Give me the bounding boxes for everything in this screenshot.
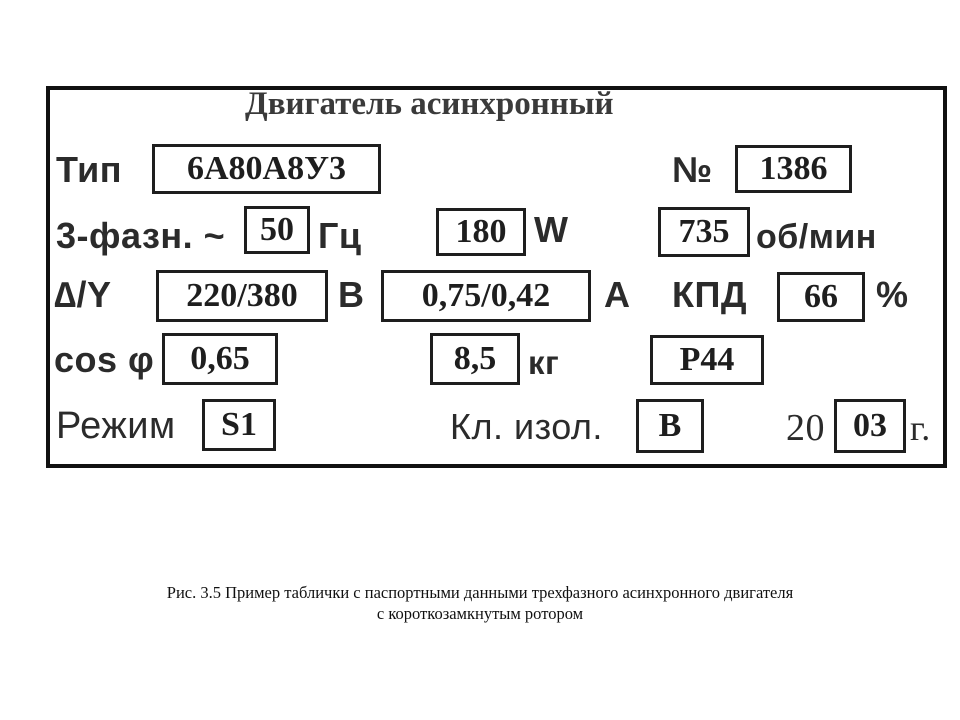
protection-value-box <box>650 335 764 385</box>
speed-value: 735 <box>678 213 730 250</box>
delta-star-label: ∆/Y <box>54 274 112 315</box>
plate-title: Двигатель асинхронный <box>245 86 614 122</box>
speed-value-box <box>658 207 750 257</box>
mode-label: Режим <box>56 405 176 447</box>
mode-value: S1 <box>221 406 257 443</box>
figure-caption <box>0 582 960 624</box>
volt-label: В <box>338 274 365 315</box>
phase-label: 3-фазн. ~ <box>56 215 226 256</box>
mode-value-box <box>202 399 276 451</box>
rpm-label: об/мин <box>756 218 877 256</box>
insulation-class-label: Кл. изол. <box>450 406 603 447</box>
efficiency-value: 66 <box>804 278 838 315</box>
caption-line-1: Рис. 3.5 Пример таблички с паспортными данными трехфазного асинхронного двигателя <box>166 583 794 602</box>
year-suffix: г. <box>910 408 931 448</box>
voltage-value-box <box>156 270 328 322</box>
efficiency-value-box <box>777 272 865 322</box>
hz-label: Гц <box>318 215 362 256</box>
current-value-box <box>381 270 591 322</box>
power-value-box <box>436 208 526 256</box>
cos-phi-label: cos φ <box>54 339 155 380</box>
efficiency-label: КПД <box>672 274 747 315</box>
frequency-value-box <box>244 206 310 254</box>
year-value-box <box>834 399 906 453</box>
year-value: 03 <box>853 407 887 444</box>
power-value: 180 <box>455 213 507 250</box>
protection-value: Р44 <box>679 341 735 378</box>
cos-phi-value-box <box>162 333 278 385</box>
mass-value-box <box>430 333 520 385</box>
voltage-value: 220/380 <box>186 277 298 314</box>
current-value: 0,75/0,42 <box>421 277 551 314</box>
type-value-box <box>152 144 381 194</box>
cos-phi-value: 0,65 <box>190 340 250 377</box>
year-prefix: 20 <box>786 407 825 449</box>
amp-label: А <box>604 274 631 315</box>
insulation-class-value-box <box>636 399 704 453</box>
type-value: 6А80А8У3 <box>186 150 347 187</box>
caption-line-2: с короткозамкнутым ротором <box>376 604 584 623</box>
mass-value: 8,5 <box>453 340 497 377</box>
insulation-class-value: В <box>658 407 682 444</box>
kg-label: кг <box>528 344 560 381</box>
frequency-value: 50 <box>260 211 294 248</box>
number-value-box <box>735 145 852 193</box>
watt-label: W <box>534 209 569 250</box>
number-value: 1386 <box>759 150 828 187</box>
percent-label: % <box>876 274 909 315</box>
type-label: Тип <box>56 149 122 190</box>
number-label: № <box>672 149 713 190</box>
